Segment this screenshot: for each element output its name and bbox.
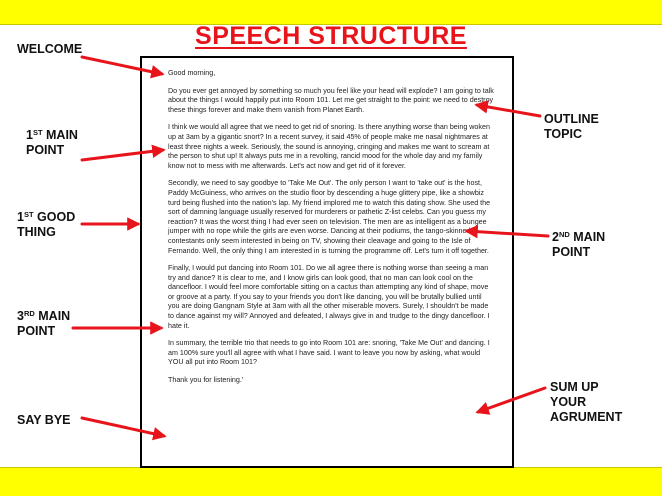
label-first-good-thing-line2: THING <box>17 225 56 239</box>
label-first-main-point-rest: MAIN <box>42 128 78 142</box>
label-second-main-point-rest: MAIN <box>569 230 606 244</box>
label-third-main-point-num: 3 <box>17 309 24 323</box>
label-third-main-point-rest: MAIN <box>34 309 71 323</box>
label-third-main-point-sup: RD <box>23 309 35 318</box>
label-first-good-thing-sup: ST <box>23 210 34 219</box>
speech-closing: Thank you for listening.' <box>168 376 244 385</box>
label-sum-up-line2: YOUR <box>550 395 587 409</box>
speech-paragraph-3: Finally, I would put dancing into Room 101. Do we all agree there is nothing worse than seeing a man try and dance? It is clear to me, and I know girls can look good, that no man can look cool on the dancefloor. I would feel more comfortable sitting on a cactus than attempting any kind of shape, move or groove at a party. If you say to your friends you don't like dancing, you will be brutally bullied until you are doing Gangnam Style at 3am with all the other miserable movers. Surely, I shouldn't be made to dance against my will? Annoyed and defeated, I always give in and trudge to the dingy dancefloor. I hate it. <box>168 264 490 330</box>
label-third-main-point-line2: POINT <box>17 324 56 338</box>
arrow-second-main-point <box>467 231 548 236</box>
label-second-main-point-line2: POINT <box>552 245 591 259</box>
arrow-first-main-point <box>82 150 163 160</box>
label-first-good-thing-num: 1 <box>17 210 24 224</box>
speech-intro: Do you ever get annoyed by something so much you feel like your head will explode? I am going to talk about the things I would happily put into Room 101. Let me get straight to the point: we need to destroy these things forever and make them vanish from Planet Earth. <box>168 86 494 114</box>
label-outline-topic-line1: OUTLINE <box>544 112 599 126</box>
page-title: SPEECH STRUCTURE <box>195 22 467 50</box>
speech-paragraph-2: Secondly, we need to say goodbye to 'Take Me Out'. The only person I want to 'take out' is the host, Paddy McGuiness, who arrives on the studio floor by descending a huge glittery pipe, like a showbiz turd being flushed into the nation's lap. My friend implored me to watch this dating show. She used the sort of damning language usually reserved for murderers or pathetic Z-list celebs. Can you guess my reaction? It was the worst thing I had ever seen on television. The men are as intelligent as a bungee jumper with no rope while the girls are even worse. Dancing at their podiums, the tango-skinned contestants only seem interested in being on TV, showing their cleavage and going to the Isle of Fernando. Well, the only thing I am interested in is turning the programme off. Let's turn it off together. <box>168 179 491 255</box>
label-outline-topic-line2: TOPIC <box>544 127 582 141</box>
label-sum-up-line3: AGRUMENT <box>550 410 623 424</box>
speech-paragraph-1: I think we would all agree that we need to get rid of snoring. Is there anything worse than being woken up at 3am by a gigantic snort? In a recent survey, it said 45% of people make me nasal nightmares at least three nights a week. Seriously, the sound is annoying, cringing and makes me want to scream at the person to shut up! It always puts me in a revolting, rancid mood for the whole day and my family know not to mess with me afterwards. Let's act now and get rid of it forever. <box>168 123 490 170</box>
arrow-sum-up <box>478 388 545 412</box>
arrow-say-bye <box>82 418 164 436</box>
label-first-main-point-num: 1 <box>26 128 33 142</box>
label-second-main-point-sup: ND <box>558 230 570 239</box>
label-sum-up-line1: SUM UP <box>550 380 599 394</box>
arrow-welcome <box>82 57 162 74</box>
speech-summary: In summary, the terrible trio that needs to go into Room 101 are: snoring, 'Take Me Out' and dancing. I am 100% sure you'll all agree with what I have said. I want to leave you now by asking, what would YOU all put into Room 101? <box>168 339 490 367</box>
label-first-good-thing-rest: GOOD <box>33 210 76 224</box>
label-second-main-point-num: 2 <box>552 230 559 244</box>
label-say-bye: SAY BYE <box>17 413 71 427</box>
label-welcome: WELCOME <box>17 42 83 56</box>
label-first-main-point-line2: POINT <box>26 143 65 157</box>
label-first-main-point-sup: ST <box>32 128 43 137</box>
speech-greeting: Good morning, <box>168 69 216 77</box>
arrow-outline-topic <box>477 105 540 116</box>
